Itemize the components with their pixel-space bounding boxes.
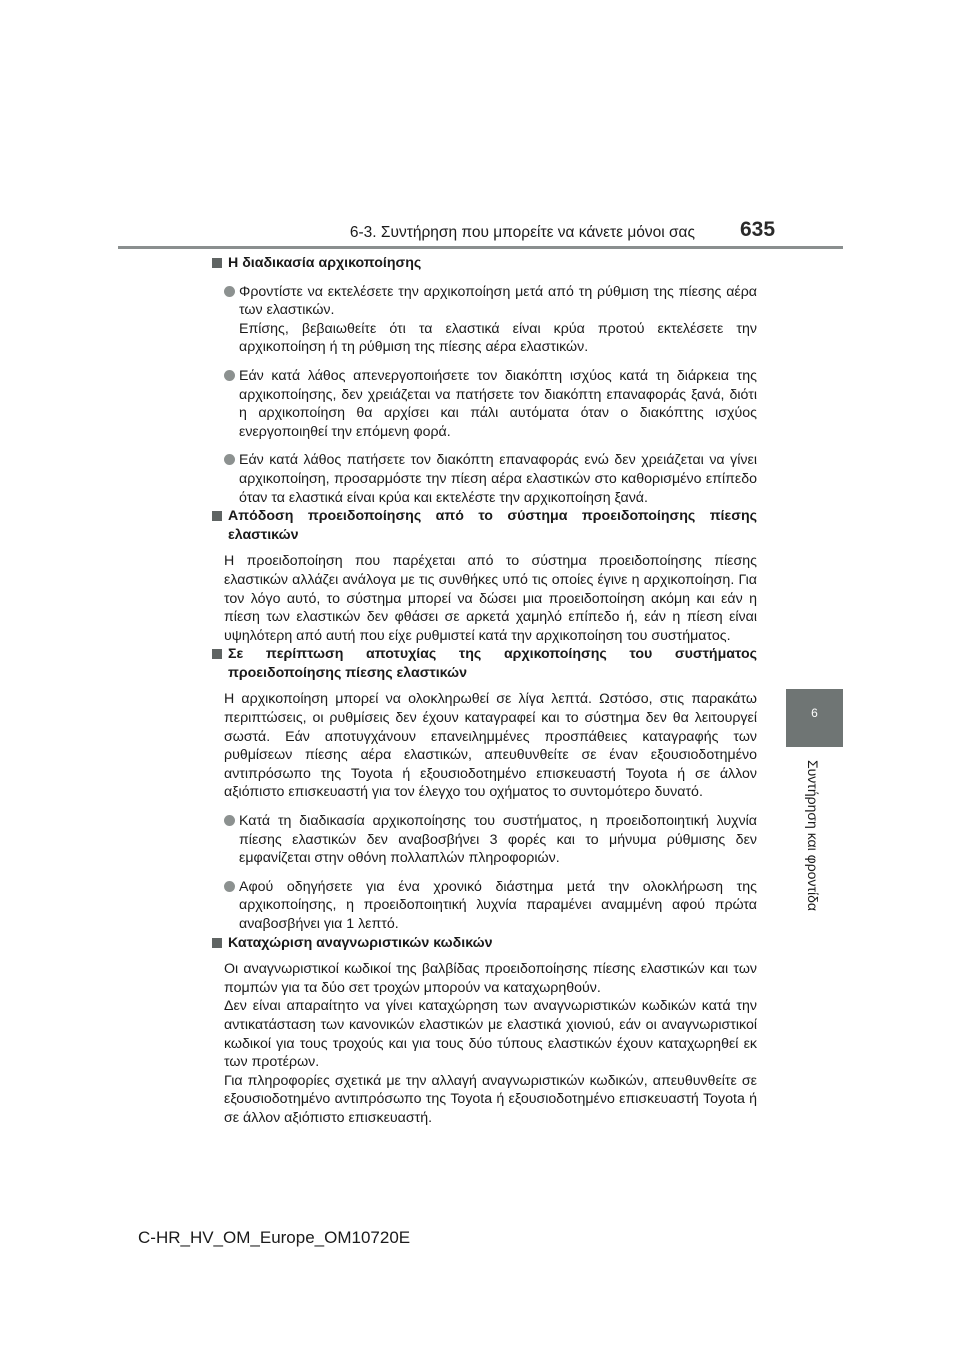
square-bullet-icon: [212, 649, 222, 659]
paragraph: Οι αναγνωριστικοί κωδικοί της βαλβίδας προειδοποίησης πίεσης ελαστικών και των πομπών για τα δύο σετ τροχών μπορούν να καταχωρηθούν.: [224, 961, 757, 996]
main-content: [212, 254, 757, 1128]
paragraph: Δεν είναι απαραίτητο να γίνει καταχώρηση των αναγνωριστικών κωδικών κατά την αντικατάσταση των κανονικών ελαστικών με ελαστικά χιονιού, εάν οι αναγνωριστικοί κωδικοί για τους τροχούς και για τους δύο τύπους ελαστικών έχουν καταχωρηθεί εκ των προτέρων.: [224, 998, 757, 1071]
page-number: 635: [740, 218, 776, 241]
circle-bullet-icon: [224, 286, 235, 297]
section-initialization: [212, 254, 757, 507]
section-heading: Απόδοση προειδοποίησης από το σύστημα προειδοποίησης πίεσης ελαστικών: [212, 507, 757, 544]
chapter-number: 6: [811, 706, 818, 720]
square-bullet-icon: [212, 511, 222, 521]
bullet-item: Εάν κατά λάθος απενεργοποιήσετε τον διακόπτη ισχύος κατά τη διάρκεια της αρχικοποίησης, δεν χρειάζεται να πατήσετε τον διακόπτη επαναφοράς ξανά, διότι η αρχικοποίηση θα αρχίσει και πάλι αυτόματα όταν ο διακόπτης ισχύος ενεργοποιηθεί την επόμενη φορά.: [212, 367, 757, 441]
paragraph: Η αρχικοποίηση μπορεί να ολοκληρωθεί σε λίγα λεπτά. Ωστόσο, στις παρακάτω περιπτώσεις, οι ρυθμίσεις δεν έχουν καταγραφεί και το σύστημα δεν θα λειτουργεί σωστά. Εάν αποτυγχάνουν επανειλημμένες προσπάθειες καταγραφής των ρυθμίσεων πίεσης αέρα ελαστικών, απευθυνθείτε σε έναν εξουσιοδοτημένο αντιπρόσωπο της Toyota ή εξουσιοδοτημένο επισκευαστή Toyota ή σε άλλον αξιόπιστο επισκευαστή για τον έλεγχο του οχήματος το συντομότερο δυνατό.: [224, 691, 757, 801]
section-initialization-failure: [212, 645, 757, 933]
bullet-item: Εάν κατά λάθος πατήσετε τον διακόπτη επαναφοράς ενώ δεν χρειάζεται να γίνει αρχικοποίηση, προσαρμόστε την πίεση αέρα ελαστικών στο καθορισμένο επίπεδο όταν τα ελαστικά είναι κρύα και εκτελέστε την αρχικοποίηση ξανά.: [212, 451, 757, 507]
section-heading: Η διαδικασία αρχικοποίησης: [212, 254, 757, 273]
chapter-side-label: [805, 760, 825, 1000]
section-heading: Σε περίπτωση αποτυχίας της αρχικοποίησης του συστήματος προειδοποίησης πίεσης ελαστικών: [212, 645, 757, 682]
section-warning-performance: [212, 507, 757, 645]
chapter-tab[interactable]: [786, 689, 843, 747]
bullet-item: Αφού οδηγήσετε για ένα χρονικό διάστημα μετά την ολοκλήρωση της αρχικοποίησης, η προειδοποιητική λυχνία παραμένει αναμμένη αφού πρώτα αναβοσβήνει για 1 λεπτό.: [212, 878, 757, 934]
section-id-registration: [212, 934, 757, 1128]
section-title: 6-3. Συντήρηση που μπορείτε να κάνετε μόνοι σας: [349, 224, 695, 241]
square-bullet-icon: [212, 938, 222, 948]
paragraph: Η προειδοποίηση που παρέχεται από το σύστημα προειδοποίησης πίεσης ελαστικών αλλάζει ανάλογα με τις συνθήκες υπό τις οποίες έγινε η αρχικοποίηση. Για τον λόγο αυτό, το σύστημα μπορεί να δώσει μια προειδοποίηση ακόμη και εάν η πίεση των ελαστικών δεν φθάσει σε αρκετά χαμηλό επίπεδο ή, εάν η πίεση είναι υψηλότερη από αυτή που είχε ρυθμιστεί κατά την αρχικοποίηση του συστήματος.: [224, 553, 757, 644]
circle-bullet-icon: [224, 881, 235, 892]
bullet-item: Φροντίστε να εκτελέσετε την αρχικοποίηση μετά από τη ρύθμιση της πίεσης αέρα των ελαστικών. Επίσης, βεβαιωθείτε ότι τα ελαστικά είναι κρύα προτού εκτελέσετε την αρχικοποίηση ή τη ρύθμιση της πίεσης αέρα ελαστικών.: [212, 283, 757, 357]
document-code: C-HR_HV_OM_Europe_OM10720E: [138, 1228, 411, 1247]
page-header: [0, 218, 960, 248]
bullet-item: Κατά τη διαδικασία αρχικοποίησης του συστήματος, η προειδοποιητική λυχνία πίεσης ελαστικών δεν αναβοσβήνει 3 φορές και το μήνυμα ρύθμισης δεν εμφανίζεται στην οθόνη πολλαπλών πληροφοριών.: [212, 812, 757, 868]
paragraph: Για πληροφορίες σχετικά με την αλλαγή αναγνωριστικών κωδικών, απευθυνθείτε σε εξουσιοδοτημένο αντιπρόσωπο της Toyota ή εξουσιοδοτημένο επισκευαστή Toyota ή σε άλλον αξιόπιστο επισκευαστή.: [224, 1072, 757, 1126]
section-heading: Καταχώριση αναγνωριστικών κωδικών: [212, 934, 757, 953]
header-rule: [118, 246, 843, 249]
circle-bullet-icon: [224, 454, 235, 465]
circle-bullet-icon: [224, 815, 235, 826]
circle-bullet-icon: [224, 370, 235, 381]
chapter-title: Συντήρηση και φροντίδα: [805, 760, 821, 911]
square-bullet-icon: [212, 258, 222, 268]
